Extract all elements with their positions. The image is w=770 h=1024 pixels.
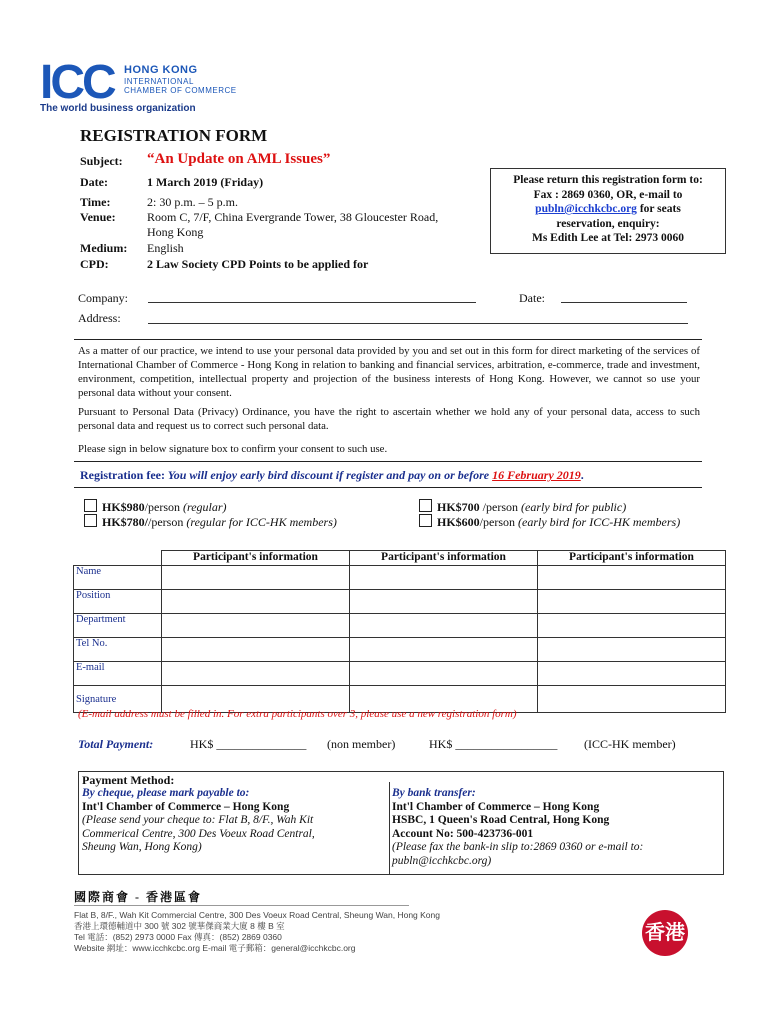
participant-header-2: Participant's information xyxy=(350,551,538,566)
cell-input[interactable] xyxy=(162,638,350,662)
registration-fee xyxy=(80,468,584,483)
date-field[interactable] xyxy=(561,292,687,303)
venue-line1: Room C, 7/F, China Evergrande Tower, 38 Gloucester Road, xyxy=(147,210,439,224)
cheque-column xyxy=(82,787,315,855)
checkbox[interactable] xyxy=(419,499,432,512)
fee-option-early-member[interactable] xyxy=(419,514,680,530)
divider xyxy=(74,461,702,462)
logo-letters: ICC xyxy=(40,56,114,109)
payment-method-title: Payment Method: xyxy=(82,773,175,787)
medium-label: Medium: xyxy=(80,241,128,255)
company-label: Company: xyxy=(78,291,128,305)
fee-option-price: HK$780/ xyxy=(102,515,149,529)
participants-table xyxy=(73,550,726,713)
cell-input[interactable] xyxy=(162,662,350,686)
total-non-member-field[interactable]: HK$ _______________ xyxy=(190,737,307,751)
fee-end: . xyxy=(580,468,584,482)
bank-line1: (Please fax the bank-in slip to:2869 0360 or e-mail to: xyxy=(392,841,644,853)
cell-input[interactable] xyxy=(538,614,726,638)
row-label-department: Department xyxy=(74,614,162,638)
fee-option-note: (early bird for public) xyxy=(521,500,627,514)
cheque-line2: Commerical Centre, 300 Des Voeux Road Central, xyxy=(82,827,315,840)
return-line5: Ms Edith Lee at Tel: 2973 0060 xyxy=(531,232,685,244)
cell-input[interactable] xyxy=(350,566,538,590)
logo-org-line2: INTERNATIONAL xyxy=(124,77,194,86)
row-label-position: Position xyxy=(74,590,162,614)
cell-input[interactable] xyxy=(162,614,350,638)
cpd-value: 2 Law Society CPD Points to be applied for xyxy=(147,257,369,271)
return-instructions-box xyxy=(490,168,726,254)
member-label: (ICC-HK member) xyxy=(584,737,676,751)
payment-method-box xyxy=(78,771,724,875)
venue-label: Venue: xyxy=(80,210,116,224)
fee-option-unit: /person xyxy=(148,515,187,529)
fee-label: Registration fee: xyxy=(80,468,165,482)
fee-option-price: HK$600 xyxy=(437,515,480,529)
bank-column xyxy=(392,787,643,868)
form-title: REGISTRATION FORM xyxy=(80,126,268,145)
bank-heading: By bank transfer: xyxy=(392,787,476,799)
logo-org-sub xyxy=(124,77,237,95)
time-value: 2: 30 p.m. – 5 p.m. xyxy=(147,195,239,209)
cell-input[interactable] xyxy=(350,638,538,662)
row-label-tel: Tel No. xyxy=(74,638,162,662)
cheque-heading: By cheque, please mark payable to: xyxy=(82,787,250,799)
fee-option-price: HK$700 xyxy=(437,500,483,514)
footer-tel-fax: Tel 電話：(852) 2973 0000 Fax 傳真：(852) 2869 0360 xyxy=(74,932,282,942)
participant-header-1: Participant's information xyxy=(162,551,350,566)
cheque-line3: Sheung Wan, Hong Kong) xyxy=(82,841,202,853)
total-member-field[interactable]: HK$ _________________ xyxy=(429,737,558,751)
row-label-signature: Signature xyxy=(74,686,162,713)
venue-line2: Hong Kong xyxy=(147,225,204,239)
fee-option-unit: /person xyxy=(482,500,521,514)
checkbox[interactable] xyxy=(84,499,97,512)
cpd-label: CPD: xyxy=(80,257,109,271)
table-row xyxy=(74,638,726,662)
bank-line2: publn@icchkcbc.org) xyxy=(392,854,492,867)
cell-input[interactable] xyxy=(162,566,350,590)
row-label-email: E-mail xyxy=(74,662,162,686)
cell-input[interactable] xyxy=(538,638,726,662)
cell-input[interactable] xyxy=(162,590,350,614)
table-header-row xyxy=(74,551,726,566)
checkbox[interactable] xyxy=(419,514,432,527)
table-row xyxy=(74,614,726,638)
return-line4: reservation, enquiry: xyxy=(556,217,660,230)
bank-name: HSBC, 1 Queen's Road Central, Hong Kong xyxy=(392,814,610,826)
footer-divider xyxy=(74,905,409,906)
cell-input[interactable] xyxy=(350,662,538,686)
logo-tagline: The world business organization xyxy=(40,103,196,114)
footer-web-email: Website 網址：www.icchkcbc.org E-mail 電子郵箱：general@icchkcbc.org xyxy=(74,943,356,953)
cell-input[interactable] xyxy=(538,686,726,713)
non-member-label: (non member) xyxy=(327,737,396,751)
date-label: Date: xyxy=(80,175,108,189)
fee-option-regular[interactable] xyxy=(84,499,227,515)
cell-input[interactable] xyxy=(538,590,726,614)
subject-value: “An Update on AML Issues” xyxy=(147,151,331,167)
fee-option-price: HK$980 xyxy=(102,500,145,514)
medium-value: English xyxy=(147,241,184,255)
table-row xyxy=(74,590,726,614)
fee-deadline: 16 February 2019 xyxy=(492,468,581,482)
privacy-paragraph-1: As a matter of our practice, we intend to use your personal data provided by you and set out in this form for direct marketing of the services of International Chamber of Commerce - Hong Kong in relation to banking and financial services, arbitration, e-commerce, trade and investment, environment, competition, intellectual property and projection of the business interests of Hong Kong. However, we cannot so use your personal data without your consent. xyxy=(78,345,700,399)
fee-option-unit: /person xyxy=(144,500,183,514)
logo-org-line3: CHAMBER OF COMMERCE xyxy=(124,86,237,95)
fee-option-note: (early bird for ICC-HK members) xyxy=(518,515,681,529)
privacy-paragraph-3: Please sign in below signature box to confirm your consent to such use. xyxy=(78,443,388,455)
icc-logo xyxy=(40,58,250,118)
date-field-label: Date: xyxy=(519,291,545,305)
footer-address-cn: 香港上環德輔道中 300 號 302 號華傑商業大廈 8 樓 B 室 xyxy=(74,921,285,931)
fee-option-member[interactable] xyxy=(84,514,337,530)
footer-address-en: Flat B, 8/F., Wah Kit Commercial Centre, 300 Des Voeux Road Central, Sheung Wan, Hong Kong xyxy=(74,910,440,920)
fee-option-unit: /person xyxy=(479,515,518,529)
return-line1: Please return this registration form to: xyxy=(513,174,703,186)
company-field[interactable] xyxy=(148,292,476,303)
return-line2: Fax : 2869 0360, OR, e-mail to xyxy=(533,188,683,201)
bank-account: Account No: 500-423736-001 xyxy=(392,827,534,840)
participant-header-3: Participant's information xyxy=(538,551,726,566)
table-corner xyxy=(74,551,162,566)
address-label: Address: xyxy=(78,311,121,325)
date-value: 1 March 2019 (Friday) xyxy=(147,175,264,189)
hong-kong-seal: 香港 xyxy=(642,910,688,956)
return-line3-suffix: for seats xyxy=(636,203,681,215)
fee-option-note: (regular) xyxy=(183,500,227,514)
fee-option-note: (regular for ICC-HK members) xyxy=(186,515,337,529)
table-row xyxy=(74,662,726,686)
checkbox[interactable] xyxy=(84,514,97,527)
cheque-line1: (Please send your cheque to: Flat B, 8/F., Wah Kit xyxy=(82,814,314,826)
email-link[interactable]: publn@icchkcbc.org xyxy=(535,203,637,215)
time-label: Time: xyxy=(80,195,111,209)
cell-input[interactable] xyxy=(538,662,726,686)
subject-label: Subject: xyxy=(80,154,123,168)
method-divider xyxy=(389,782,390,875)
cell-input[interactable] xyxy=(350,614,538,638)
table-row xyxy=(74,566,726,590)
fee-promo: You will enjoy early bird discount if register and pay on or before xyxy=(164,468,493,482)
bank-payee: Int'l Chamber of Commerce – Hong Kong xyxy=(392,800,600,813)
cheque-payee: Int'l Chamber of Commerce – Hong Kong xyxy=(82,800,290,813)
cell-input[interactable] xyxy=(538,566,726,590)
return-line3 xyxy=(497,202,719,217)
logo-org-name: HONG KONG xyxy=(124,64,198,76)
footer-chinese-name: 國際商會 - 香港區會 xyxy=(74,890,202,904)
privacy-paragraph-2: Pursuant to Personal Data (Privacy) Ordinance, you have the right to ascertain whether we hold any of your personal data, access to such personal data and request us to correct such personal data. xyxy=(78,406,700,432)
row-label-name: Name xyxy=(74,566,162,590)
divider xyxy=(74,487,702,488)
participants-note: (E-mail address must be filled in. For extra participants over 3, please use a new registration form) xyxy=(78,708,517,720)
divider xyxy=(74,339,702,340)
cell-input[interactable] xyxy=(350,590,538,614)
fee-option-early-public[interactable] xyxy=(419,499,626,515)
address-field[interactable] xyxy=(148,313,688,324)
total-payment-label: Total Payment: xyxy=(78,737,154,751)
